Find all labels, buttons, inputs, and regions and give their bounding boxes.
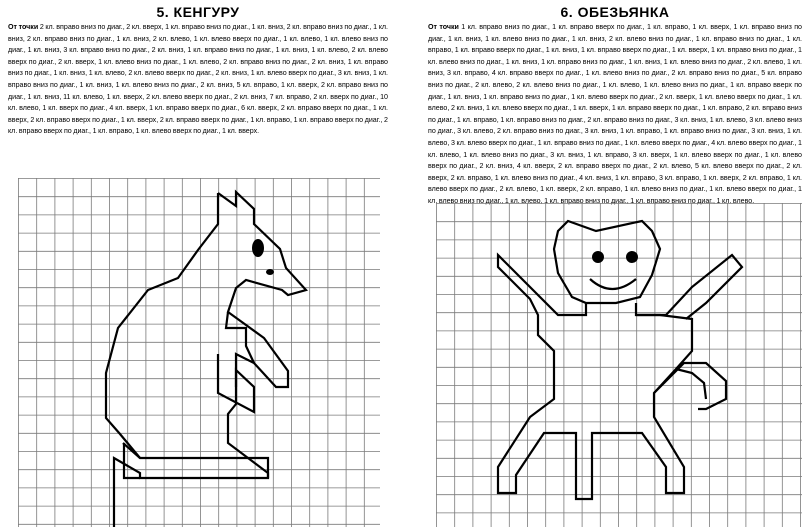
monkey-grid xyxy=(436,203,802,527)
monkey-instructions-text: 1 кл. вправо вниз по диаг., 1 кл. вправо вверх по диаг., 1 кл. вправо, 1 кл. вверх, 1 кл. вправо вниз по диаг., 1 кл. вниз, 1 кл. влево вниз по диаг., 1 кл. вниз, 2 кл. влево вниз по диаг., 1 кл. вправо вниз по диаг., 1 кл. вправо, 1 кл. вправо вверх по диаг., 1 кл. вниз, 1 кл. вправо вверх по диаг., 1 кл. вверх, 1 кл. вправо вниз по диаг., 1 кл. влево вниз по диаг., 1 кл. вниз, 1 кл. вправо вниз по диаг., 1 кл. вниз, 1 кл. влево вниз по диаг., 2 кл. влево, 1 кл. вниз, 3 кл. вправо, 4 кл. вправо вверх по диаг., 1 кл. влево вниз по диаг., 2 кл. вправо вниз по диаг., 5 кл. вправо вниз по диаг., 2 кл. влево, 2 кл. влево вниз по диаг., 1 кл. влево, 1 кл. влево вниз по диаг., 1 кл. вправо вверх по диаг., 1 кл. вниз, 1 кл. вправо вниз по диаг., 1 кл. влево вверх по диаг., 2 кл. вверх, 1 кл. влево вверх по диаг., 1 кл. влево, 2 кл. вниз, 1 кл. влево вверх по диаг., 1 кл. вверх, 1 кл. вправо вверх по диаг., 1 кл. вправо, 2 кл. вправо вниз по диаг., 1 кл. вправо, 1 кл. вправо вниз по диаг., 2 кл. вправо вниз по диаг., 3 кл. вниз, 1 кл. влево, 3 кл. влево вниз по диаг., 3 кл. влево, 2 кл. вправо вниз по диаг., 3 кл. вниз, 1 кл. вправо, 1 кл. вправо вниз по диаг., 3 кл. вниз, 1 кл. влево, 3 кл. влево вверх по диаг., 1 кл. вправо вниз по диаг., 1 кл. влево вверх по диаг., 4 кл. влево вверх по диаг., 1 кл. влево, 1 кл. влево вниз по диаг., 3 кл. вниз, 1 кл. вправо, 3 кл. вверх, 1 кл. влево вверх по диаг., 1 кл. влево вверх по диаг., 2 кл. вниз, 4 кл. вверх, 2 кл. вправо вверх по диаг., 2 кл. влево, 5 кл. влево вверх по диаг., 2 кл. вверх, 2 кл. вправо, 1 кл. влево вниз по диаг., 4 кл. вниз, 1 кл. вправо, 3 кл. вправо, 1 кл. вверх, 2 кл. вправо, 1 кл. влево вверх по диаг., 2 кл. влево, 1 кл. вверх, 2 кл. вправо, 1 кл. влево вниз по диаг., 1 кл. влево вверх по диаг., 1 кл. влево вниз по диаг., 1 кл. влево, 1 кл. вправо вниз по диаг., 1 кл. вправо вниз по диаг., 1 кл. влево. xyxy=(428,23,802,205)
monkey-start-label: От точки xyxy=(428,23,459,31)
monkey-right-eye-icon xyxy=(626,251,638,263)
kangaroo-title: 5. КЕНГУРУ xyxy=(156,4,240,20)
monkey-exercise xyxy=(428,0,802,208)
monkey-title: 6. ОБЕЗЬЯНКА xyxy=(560,4,670,20)
monkey-instructions xyxy=(428,22,802,208)
kangaroo-eye-icon xyxy=(252,239,264,257)
monkey-drawing xyxy=(436,203,802,527)
kangaroo-outline xyxy=(106,192,306,527)
kangaroo-instructions xyxy=(8,22,388,138)
monkey-outline xyxy=(498,221,742,499)
kangaroo-grid xyxy=(18,178,380,527)
monkey-left-eye-icon xyxy=(592,251,604,263)
kangaroo-start-label: От точки xyxy=(8,23,39,31)
kangaroo-nose-icon xyxy=(266,269,274,275)
monkey-smile-icon xyxy=(590,279,636,289)
kangaroo-drawing xyxy=(18,178,380,527)
kangaroo-instructions-text: 2 кл. вправо вниз по диаг., 2 кл. вверх, 1 кл. вправо вниз по диаг., 1 кл. вниз, 2 кл. вправо вниз по диаг., 1 кл. вниз, 2 кл. вправо вниз по диаг., 1 кл. вниз, 2 кл. влево, 1 кл. влево вверх по диаг., 1 кл. влево, 1 кл. влево вниз по диаг., 1 кл. вниз, 3 кл. вправо вниз по диаг., 2 кл. вниз, 1 кл. вправо вниз по диаг., 1 кл. вниз, 1 кл. влево, 2 кл. влево вверх по диаг., 2 кл. вверх, 1 кл. влево вниз по диаг., 1 кл. влево, 2 кл. вправо вниз по диаг., 2 кл. вниз, 1 кл. вправо вниз по диаг., 1 кл. вниз, 1 кл. влево, 2 кл. влево вверх по диаг., 2 кл. вниз, 1 кл. влево вверх по диаг., 3 кл. вниз, 1 кл. вправо вниз по диаг., 1 кл. вниз, 1 кл. влево вниз по диаг., 2 кл. вниз, 5 кл. вправо, 1 кл. вверх, 2 кл. вправо вниз по диаг., 1 кл. вниз, 11 кл. влево, 1 кл. вверх, 2 кл. влево вверх по диаг., 2 кл. вниз, 7 кл. вправо, 2 кл. вверх по диаг., 10 кл. влево, 1 кл. вверх по диаг., 4 кл. вверх, 1 кл. вправо вверх по диаг., 6 кл. вверх, 2 кл. вправо вверх по диаг., 1 кл. вверх, 2 кл. вправо вверх по диаг., 1 кл. вверх, 2 кл. вправо вверх по диаг., 1 кл. вправо, 1 кл. вправо вверх по диаг., 2 кл. вправо вверх по диаг., 1 кл. вправо, 1 кл. влево вверх по диаг., 1 кл. вверх. xyxy=(8,23,388,136)
kangaroo-exercise xyxy=(8,0,388,138)
